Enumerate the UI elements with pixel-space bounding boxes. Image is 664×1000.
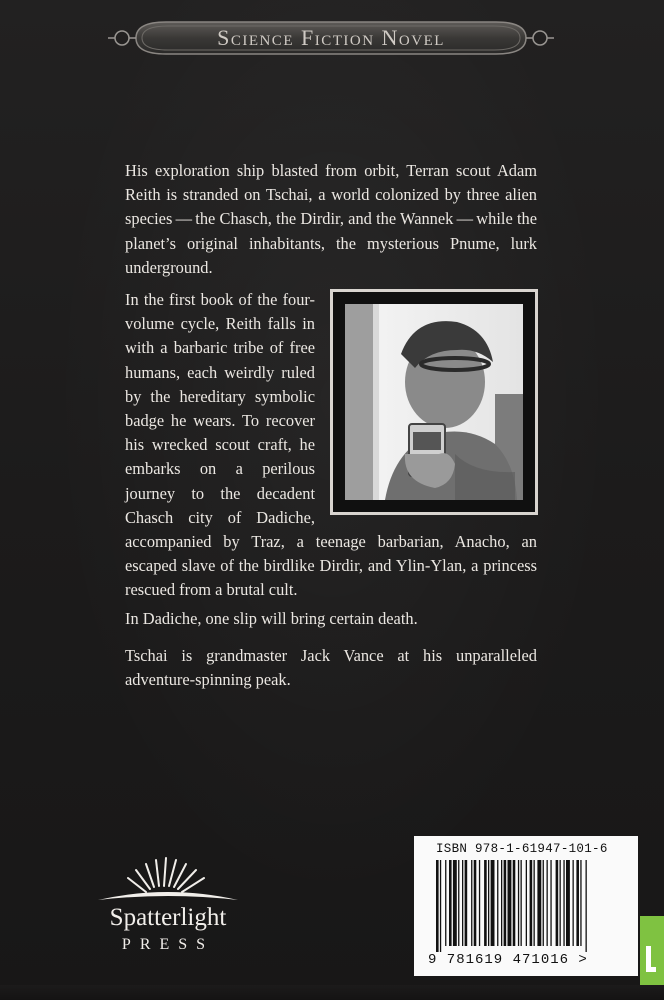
barcode-digits: 9 781619 471016 >	[428, 952, 588, 968]
barcode-bar	[462, 860, 463, 946]
barcode-bars	[434, 860, 630, 952]
barcode-bar	[566, 860, 570, 946]
barcode-bar	[537, 860, 541, 946]
barcode-bar	[458, 860, 459, 946]
barcode-bar	[474, 860, 477, 946]
barcode-bar	[563, 860, 564, 946]
barcode-bar	[504, 860, 507, 946]
genre-banner	[106, 16, 556, 60]
barcode-bar	[513, 860, 516, 946]
barcode-bar	[580, 860, 581, 946]
barcode-bar	[471, 860, 472, 946]
blurb-paragraph-1: His exploration ship blasted from orbit, Terran scout Adam Reith is stranded on Tschai, a world colonized by three alien species — the Chasch, the Dirdir, and the Wannek — while the planet’s original inhabitants, the mysterious Pnume, lurk underground.	[125, 161, 537, 277]
banner-title: Science Fiction Novel	[217, 25, 445, 50]
barcode-bar	[508, 860, 512, 946]
barcode-bar	[534, 860, 535, 946]
barcode-bar	[573, 860, 574, 946]
isbn-label: ISBN 978-1-61947-101-6	[436, 842, 608, 856]
barcode-bar	[488, 860, 489, 946]
barcode-bar	[491, 860, 495, 946]
sunburst-icon	[88, 856, 248, 906]
barcode-bar	[521, 860, 522, 946]
barcode-bar	[550, 860, 551, 946]
barcode-bar	[518, 860, 519, 946]
barcode-bar	[479, 860, 480, 946]
barcode-bar	[501, 860, 502, 946]
publisher-name: Spatterlight	[109, 904, 227, 931]
barcode-bar	[453, 860, 457, 946]
l-logo-icon	[646, 946, 656, 972]
author-portrait-illustration	[345, 304, 523, 500]
barcode-bar	[445, 860, 446, 946]
blurb-paragraph-4: Tschai is grandmaster Jack Vance at his unparalleled adventure-spinning peak.	[125, 646, 537, 690]
barcode-bar	[560, 860, 561, 946]
barcode-bar	[543, 860, 544, 946]
publisher-logo	[88, 856, 248, 956]
barcode-bar	[576, 860, 579, 946]
barcode-bar	[465, 860, 468, 946]
bottom-edge	[0, 985, 664, 1000]
blurb-paragraph-2-text: In the first book of the four-volume cycle, Reith falls in with a barbaric tribe of free humans, each weirdly ruled by the hereditary symbolic badge he wears. To recover his wrecked scout craft, he embarks on a perilous journey to the decadent Chasch city of Dadiche, accompanied by Traz, a teenage barbarian, Anacho, an escaped slave of the birdlike Dirdir, and Ylin-Ylan, a princess rescued from a brutal cult.	[125, 290, 537, 600]
barcode	[414, 836, 638, 976]
barcode-bar	[497, 860, 498, 946]
blurb-paragraph-3: In Dadiche, one slip will bring certain death.	[125, 609, 418, 628]
barcode-bar	[449, 860, 452, 946]
barcode-bar	[436, 860, 439, 952]
barcode-bar	[440, 860, 441, 952]
author-photo-image	[345, 304, 523, 500]
barcode-bar	[547, 860, 548, 946]
barcode-bar	[530, 860, 533, 946]
publisher-imprint: PRESS	[121, 936, 215, 953]
barcode-bar	[526, 860, 527, 946]
barcode-bar	[586, 860, 587, 952]
barcode-bar	[556, 860, 559, 946]
barcode-bar	[484, 860, 487, 946]
author-photo	[330, 289, 538, 515]
